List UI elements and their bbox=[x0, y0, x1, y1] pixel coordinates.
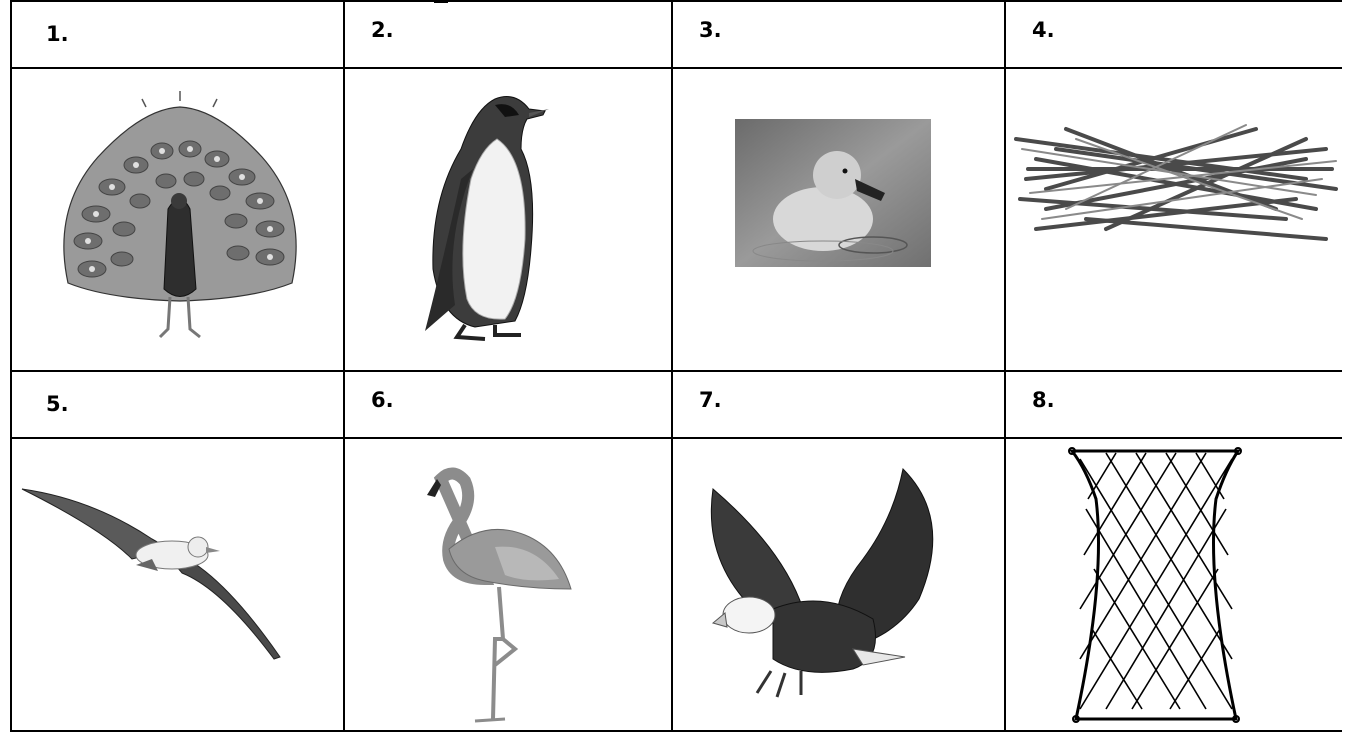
cell-picture-6 bbox=[344, 438, 672, 731]
eagle-icon bbox=[673, 439, 1004, 730]
cell-number-6 bbox=[344, 371, 672, 438]
albatross-icon bbox=[12, 439, 343, 730]
cell-picture-2 bbox=[344, 68, 672, 371]
number-label: 2. bbox=[371, 18, 394, 42]
picture-row bbox=[11, 438, 1342, 731]
cell-number-4 bbox=[1005, 1, 1342, 68]
cell-number-7 bbox=[672, 371, 1005, 438]
cell-number-1 bbox=[11, 1, 344, 68]
cell-picture-1 bbox=[11, 68, 344, 371]
peacock-icon bbox=[12, 69, 343, 370]
number-label: 6. bbox=[371, 388, 394, 412]
number-row bbox=[11, 371, 1342, 438]
cell-number-8 bbox=[1005, 371, 1342, 438]
twig-nest-icon bbox=[1006, 69, 1342, 370]
number-row bbox=[11, 1, 1342, 68]
number-label: 4. bbox=[1032, 18, 1055, 42]
cell-picture-7 bbox=[672, 438, 1005, 731]
cell-picture-5 bbox=[11, 438, 344, 731]
number-label: 7. bbox=[699, 388, 722, 412]
picture-row bbox=[11, 68, 1342, 371]
cell-picture-3 bbox=[672, 68, 1005, 371]
flamingo-icon bbox=[345, 439, 671, 730]
number-label: 1. bbox=[46, 22, 69, 46]
duckling-icon bbox=[673, 69, 1004, 370]
number-label: 5. bbox=[46, 392, 69, 416]
cell-number-5 bbox=[11, 371, 344, 438]
number-label: 3. bbox=[699, 18, 722, 42]
cell-picture-4 bbox=[1005, 68, 1342, 371]
cell-number-2 bbox=[344, 1, 672, 68]
net-icon bbox=[1006, 439, 1342, 730]
picture-grid bbox=[10, 0, 1342, 732]
penguin-icon bbox=[345, 69, 671, 370]
number-label: 8. bbox=[1032, 388, 1055, 412]
cell-number-3 bbox=[672, 1, 1005, 68]
cell-picture-8 bbox=[1005, 438, 1342, 731]
